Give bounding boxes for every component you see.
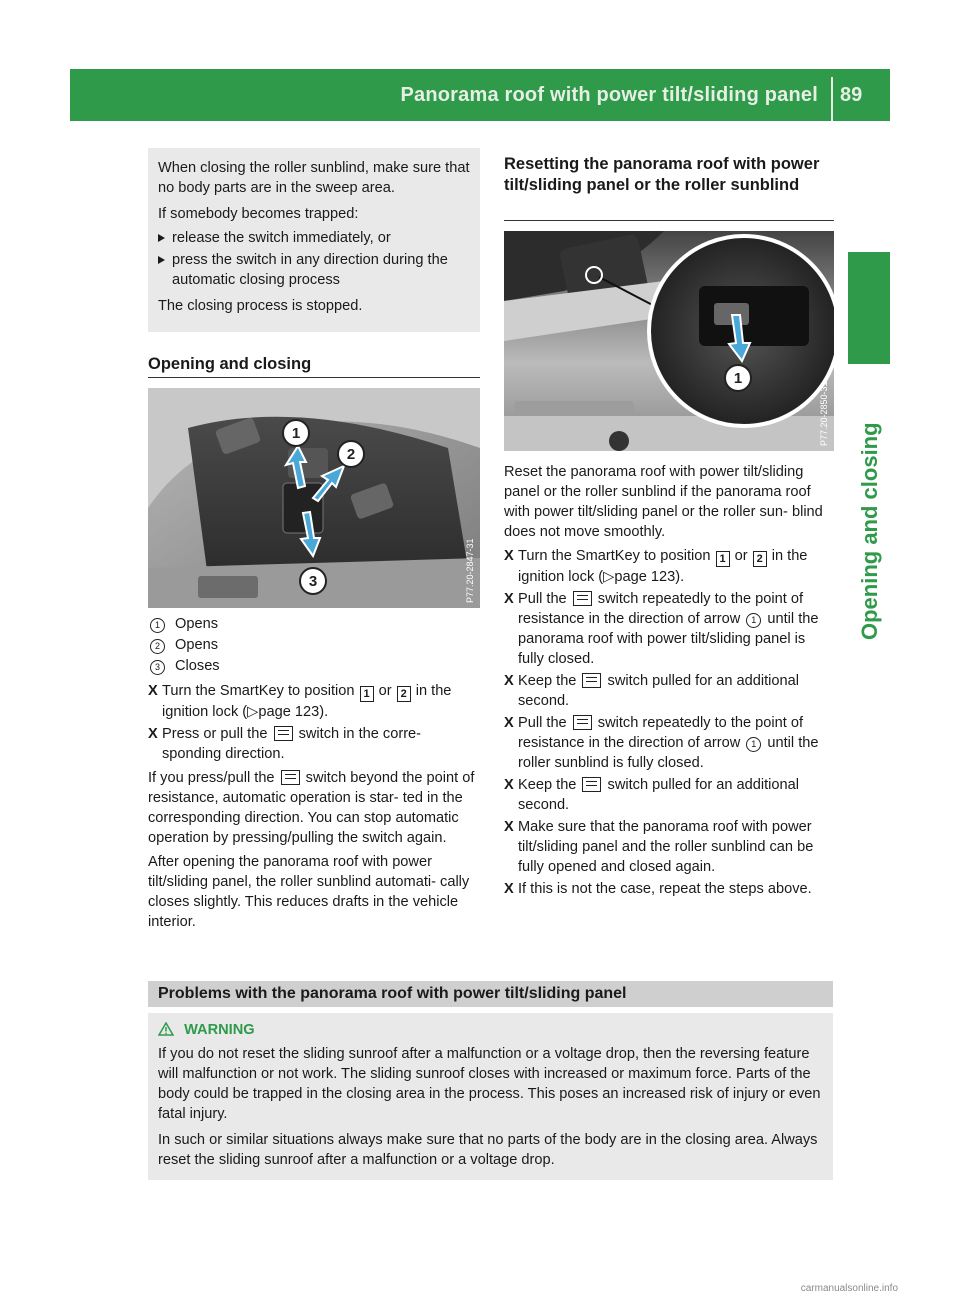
page-ref-icon: ▷ [247,704,259,720]
legend-label: Opens [175,616,218,632]
step-arrow-icon: X [148,683,158,699]
body-paragraph: Reset the panorama roof with power tilt/sliding panel or the roller sunblind if the panorama roof with power tilt/sliding panel or the roller sun- blind does not move smoothly. [504,464,823,540]
warning-paragraph: If you do not reset the sliding sunroof after a malfunction or a voltage drop, then the reversing feature will malfunction or not work. The sliding sunroof closes with increased or maximum force. Parts of the body could be trapped in the closing area in the process. This poses an increased risk of injury or even fatal injury. [158,1046,821,1122]
callout-1: 1 [733,370,743,387]
image-code: P77.20-2850-31 [819,381,829,446]
step-arrow-icon: X [504,715,514,731]
legend-number: 3 [150,660,165,675]
instruction-step: X Press or pull the switch in the corre- sponding direction. [148,726,422,762]
roof-switch-icon [582,777,601,792]
page-ref-icon: ▷ [603,569,615,585]
problems-heading: Problems with the panorama roof with power tilt/sliding panel [158,985,627,1002]
header-separator [831,77,833,121]
page-header [70,69,890,121]
problems-heading-bar [148,981,833,1007]
arrow-callout: 1 [746,737,761,752]
warning-triangle-icon [158,1022,174,1036]
legend-list [148,614,480,677]
step-arrow-icon: X [504,881,514,897]
heading-rule [148,377,480,378]
reset-switch-photo [504,231,834,451]
instruction-step: X Keep the switch pulled for an additional second. [504,673,799,709]
key-position-1-icon: 1 [360,686,374,702]
left-instructions [148,681,480,932]
overhead-control-illustration [148,388,480,608]
legend-item [148,656,480,677]
step-arrow-icon: X [148,726,158,742]
legend-number: 1 [150,618,165,633]
instruction-step: X Pull the switch repeatedly to the point of resistance in the direction of arrow 1 until the panorama roof with power tilt/sliding panel is fully closed. [504,591,819,667]
instruction-step: X Turn the SmartKey to position 1 or 2 in the ignition lock (▷page 123). [148,683,452,720]
step-arrow-icon: X [504,819,514,835]
heading-rule [504,220,834,221]
body-paragraph: If you press/pull the switch beyond the point of resistance, automatic operation is star- ted in the corresponding direction. You can stop automatic operation by pressing/pulling the switch again. [148,770,475,846]
step-arrow-icon: X [504,777,514,793]
side-tab-label: Opening and closing [857,422,882,640]
legend-label: Closes [175,658,220,674]
warning-box [148,1013,833,1180]
page-reference-link[interactable]: page 123 [258,704,320,720]
legend-item [148,635,480,656]
arrow-callout: 1 [746,613,761,628]
section-heading-opening: Opening and closing [148,355,312,373]
header-title: Panorama roof with power tilt/sliding panel [400,84,818,106]
legend-item [148,614,480,635]
right-instructions [504,462,834,899]
roof-switch-icon [573,715,592,730]
note-bullet: press the switch in any direction during the automatic closing process [158,250,470,290]
roof-switch-icon [281,770,300,785]
legend-number: 2 [150,639,165,654]
callout-3: 3 [308,573,318,590]
callout-1: 1 [291,425,301,442]
note-paragraph: If somebody becomes trapped: [158,206,359,222]
reset-illustration [504,231,834,451]
page-reference-link[interactable]: page 123 [614,569,676,585]
roof-switch-icon [573,591,592,606]
legend-label: Opens [175,637,218,653]
warning-label: WARNING [184,1022,255,1038]
instruction-step: X Pull the switch repeatedly to the point of resistance in the direction of arrow 1 until the roller sunblind is fully closed. [504,715,819,771]
image-code: P77.20-2847-31 [465,538,475,603]
instruction-step: X Make sure that the panorama roof with power tilt/sliding panel and the roller sunblind can be fully opened and closed again. [504,819,814,875]
roof-switch-icon [582,673,601,688]
key-position-2-icon: 2 [753,551,767,567]
warning-header [158,1019,825,1041]
note-bullet: release the switch immediately, or [158,228,470,248]
callout-2: 2 [346,446,356,463]
body-paragraph: After opening the panorama roof with power tilt/sliding panel, the roller sunblind automati- cally closes slightly. This reduces drafts in the vehicle interior. [148,854,470,930]
step-arrow-icon: X [504,548,514,564]
key-position-1-icon: 1 [716,551,730,567]
key-position-2-icon: 2 [397,686,411,702]
step-arrow-icon: X [504,673,514,689]
instruction-step: X Keep the switch pulled for an additional second. [504,777,799,813]
side-tab-marker [848,252,890,364]
instruction-step: X If this is not the case, repeat the steps above. [504,881,812,897]
section-heading-resetting: Resetting the panorama roof with power tilt/sliding panel or the roller sunblind [504,155,820,194]
caution-note [148,148,480,332]
warning-paragraph: In such or similar situations always make sure that no parts of the body are in the closing area. Always reset the sliding sunroof after a malfunction or a voltage drop. [158,1132,818,1168]
note-paragraph: When closing the roller sunblind, make sure that no body parts are in the sweep area. [158,160,470,196]
note-paragraph: The closing process is stopped. [158,298,363,314]
step-arrow-icon: X [504,591,514,607]
page-number: 89 [840,84,863,106]
instruction-step: X Turn the SmartKey to position 1 or 2 in the ignition lock (▷page 123). [504,548,808,585]
roof-switch-photo [148,388,480,608]
footer-watermark: carmanualsonline.info [800,1283,898,1294]
roof-switch-icon [274,726,293,741]
